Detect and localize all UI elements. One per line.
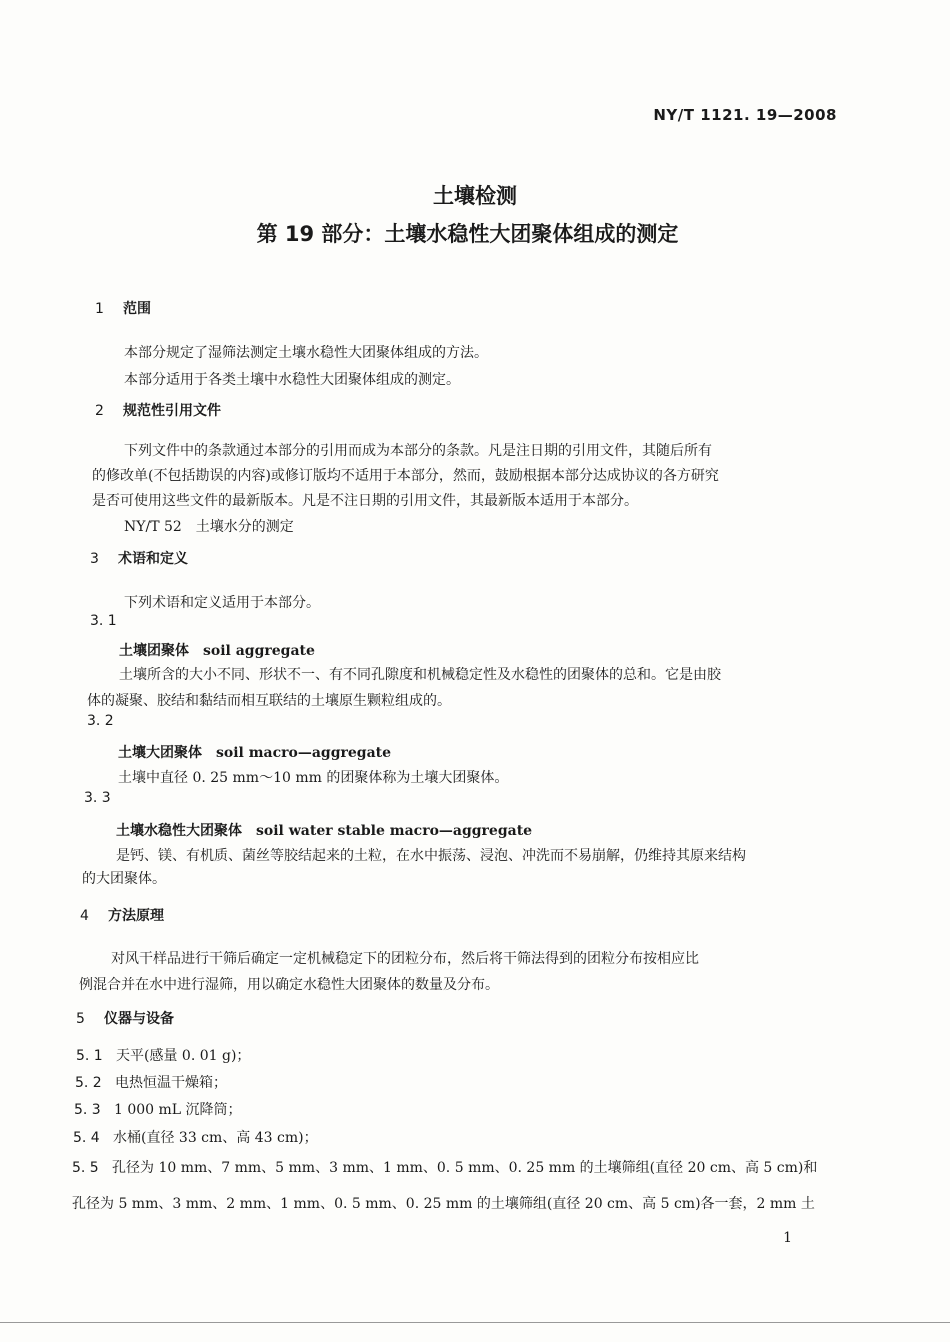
definition-line: 土壤所含的大小不同、形状不一、有不同孔隙度和机械稳定性及水稳性的团聚体的总和。它是由胶 xyxy=(119,667,721,683)
section-title: 范围 xyxy=(123,301,151,317)
reference-item: NY/T 52 土壤水分的测定 xyxy=(124,519,294,535)
section-number: 5 xyxy=(76,1011,85,1027)
subsection-number: 3. 1 xyxy=(90,613,117,629)
section-title: 术语和定义 xyxy=(118,551,188,567)
section-5-heading xyxy=(76,1008,174,1028)
paragraph-line: 是否可使用这些文件的最新版本。凡是不注日期的引用文件，其最新版本适用于本部分。 xyxy=(92,493,638,509)
section-number: 3 xyxy=(90,551,99,567)
standard-number: NY/T 1121. 19—2008 xyxy=(653,106,837,124)
paragraph-line: 例混合并在水中进行湿筛，用以确定水稳性大团聚体的数量及分布。 xyxy=(79,977,499,993)
section-title: 仪器与设备 xyxy=(104,1011,174,1027)
paragraph-line: 下列文件中的条款通过本部分的引用而成为本部分的条款。凡是注日期的引用文件，其随后所有 xyxy=(124,443,712,459)
item-text: 孔径为 10 mm、7 mm、5 mm、3 mm、1 mm、0. 5 mm、0. 25 mm 的土壤筛组(直径 20 cm、高 5 cm)和 xyxy=(112,1160,818,1176)
definition-line: 的大团聚体。 xyxy=(82,871,166,887)
item-text: 水桶(直径 33 cm、高 43 cm)； xyxy=(113,1130,318,1146)
item-number: 5. 3 xyxy=(74,1102,101,1118)
section-3-heading xyxy=(90,548,188,568)
list-item xyxy=(73,1127,318,1147)
section-title: 规范性引用文件 xyxy=(123,403,221,419)
definition-line: 是钙、镁、有机质、菌丝等胶结起来的土粒，在水中振荡、浸泡、冲洗而不易崩解，仍维持其原来结构 xyxy=(116,848,746,864)
list-item xyxy=(72,1157,817,1177)
section-4-heading xyxy=(80,905,164,925)
term-entry xyxy=(116,820,532,840)
list-item-continuation: 孔径为 5 mm、3 mm、2 mm、1 mm、0. 5 mm、0. 25 mm 的土壤筛组(直径 20 cm、高 5 cm)各一套，2 mm 土 xyxy=(72,1196,815,1212)
section-number: 2 xyxy=(95,403,104,419)
footer-rule xyxy=(0,1322,950,1323)
definition-line: 土壤中直径 0. 25 mm～10 mm 的团聚体称为土壤大团聚体。 xyxy=(118,770,509,786)
subsection-number: 3. 3 xyxy=(84,790,111,806)
section-2-heading xyxy=(95,400,221,420)
section-1-heading xyxy=(95,298,151,318)
paragraph-line: 对风干样品进行干筛后确定一定机械稳定下的团粒分布，然后将干筛法得到的团粒分布按相应比 xyxy=(111,951,699,967)
item-number: 5. 2 xyxy=(75,1075,102,1091)
paragraph: 本部分适用于各类土壤中水稳性大团聚体组成的测定。 xyxy=(124,372,460,388)
term-chinese: 土壤大团聚体 xyxy=(118,745,202,761)
section-number: 4 xyxy=(80,908,89,924)
paragraph: 下列术语和定义适用于本部分。 xyxy=(124,595,320,611)
term-chinese: 土壤团聚体 xyxy=(119,643,189,659)
item-number: 5. 4 xyxy=(73,1130,100,1146)
term-english: soil macro—aggregate xyxy=(216,745,392,761)
paragraph: 本部分规定了湿筛法测定土壤水稳性大团聚体组成的方法。 xyxy=(124,345,488,361)
page-number: 1 xyxy=(783,1230,792,1246)
list-item xyxy=(76,1045,250,1065)
item-number: 5. 5 xyxy=(72,1160,99,1176)
list-item xyxy=(75,1072,227,1092)
item-text: 天平(感量 0. 01 g)； xyxy=(116,1048,251,1064)
item-text: 1 000 mL 沉降筒； xyxy=(114,1102,242,1118)
document-subtitle: 第 19 部分：土壤水稳性大团聚体组成的测定 xyxy=(256,222,679,246)
paragraph-line: 的修改单(不包括勘误的内容)或修订版均不适用于本部分，然而，鼓励根据本部分达成协议的各方研究 xyxy=(92,468,719,484)
document-title: 土壤检测 xyxy=(433,184,517,208)
term-entry xyxy=(119,640,315,660)
item-number: 5. 1 xyxy=(76,1048,103,1064)
subsection-number: 3. 2 xyxy=(87,713,114,729)
item-text: 电热恒温干燥箱； xyxy=(115,1075,227,1091)
list-item xyxy=(74,1099,242,1119)
section-number: 1 xyxy=(95,301,104,317)
definition-line: 体的凝聚、胶结和黏结而相互联结的土壤原生颗粒组成的。 xyxy=(87,693,451,709)
section-title: 方法原理 xyxy=(108,908,164,924)
term-chinese: 土壤水稳性大团聚体 xyxy=(116,823,242,839)
term-english: soil water stable macro—aggregate xyxy=(256,823,533,839)
term-entry xyxy=(118,742,391,762)
term-english: soil aggregate xyxy=(203,643,315,659)
